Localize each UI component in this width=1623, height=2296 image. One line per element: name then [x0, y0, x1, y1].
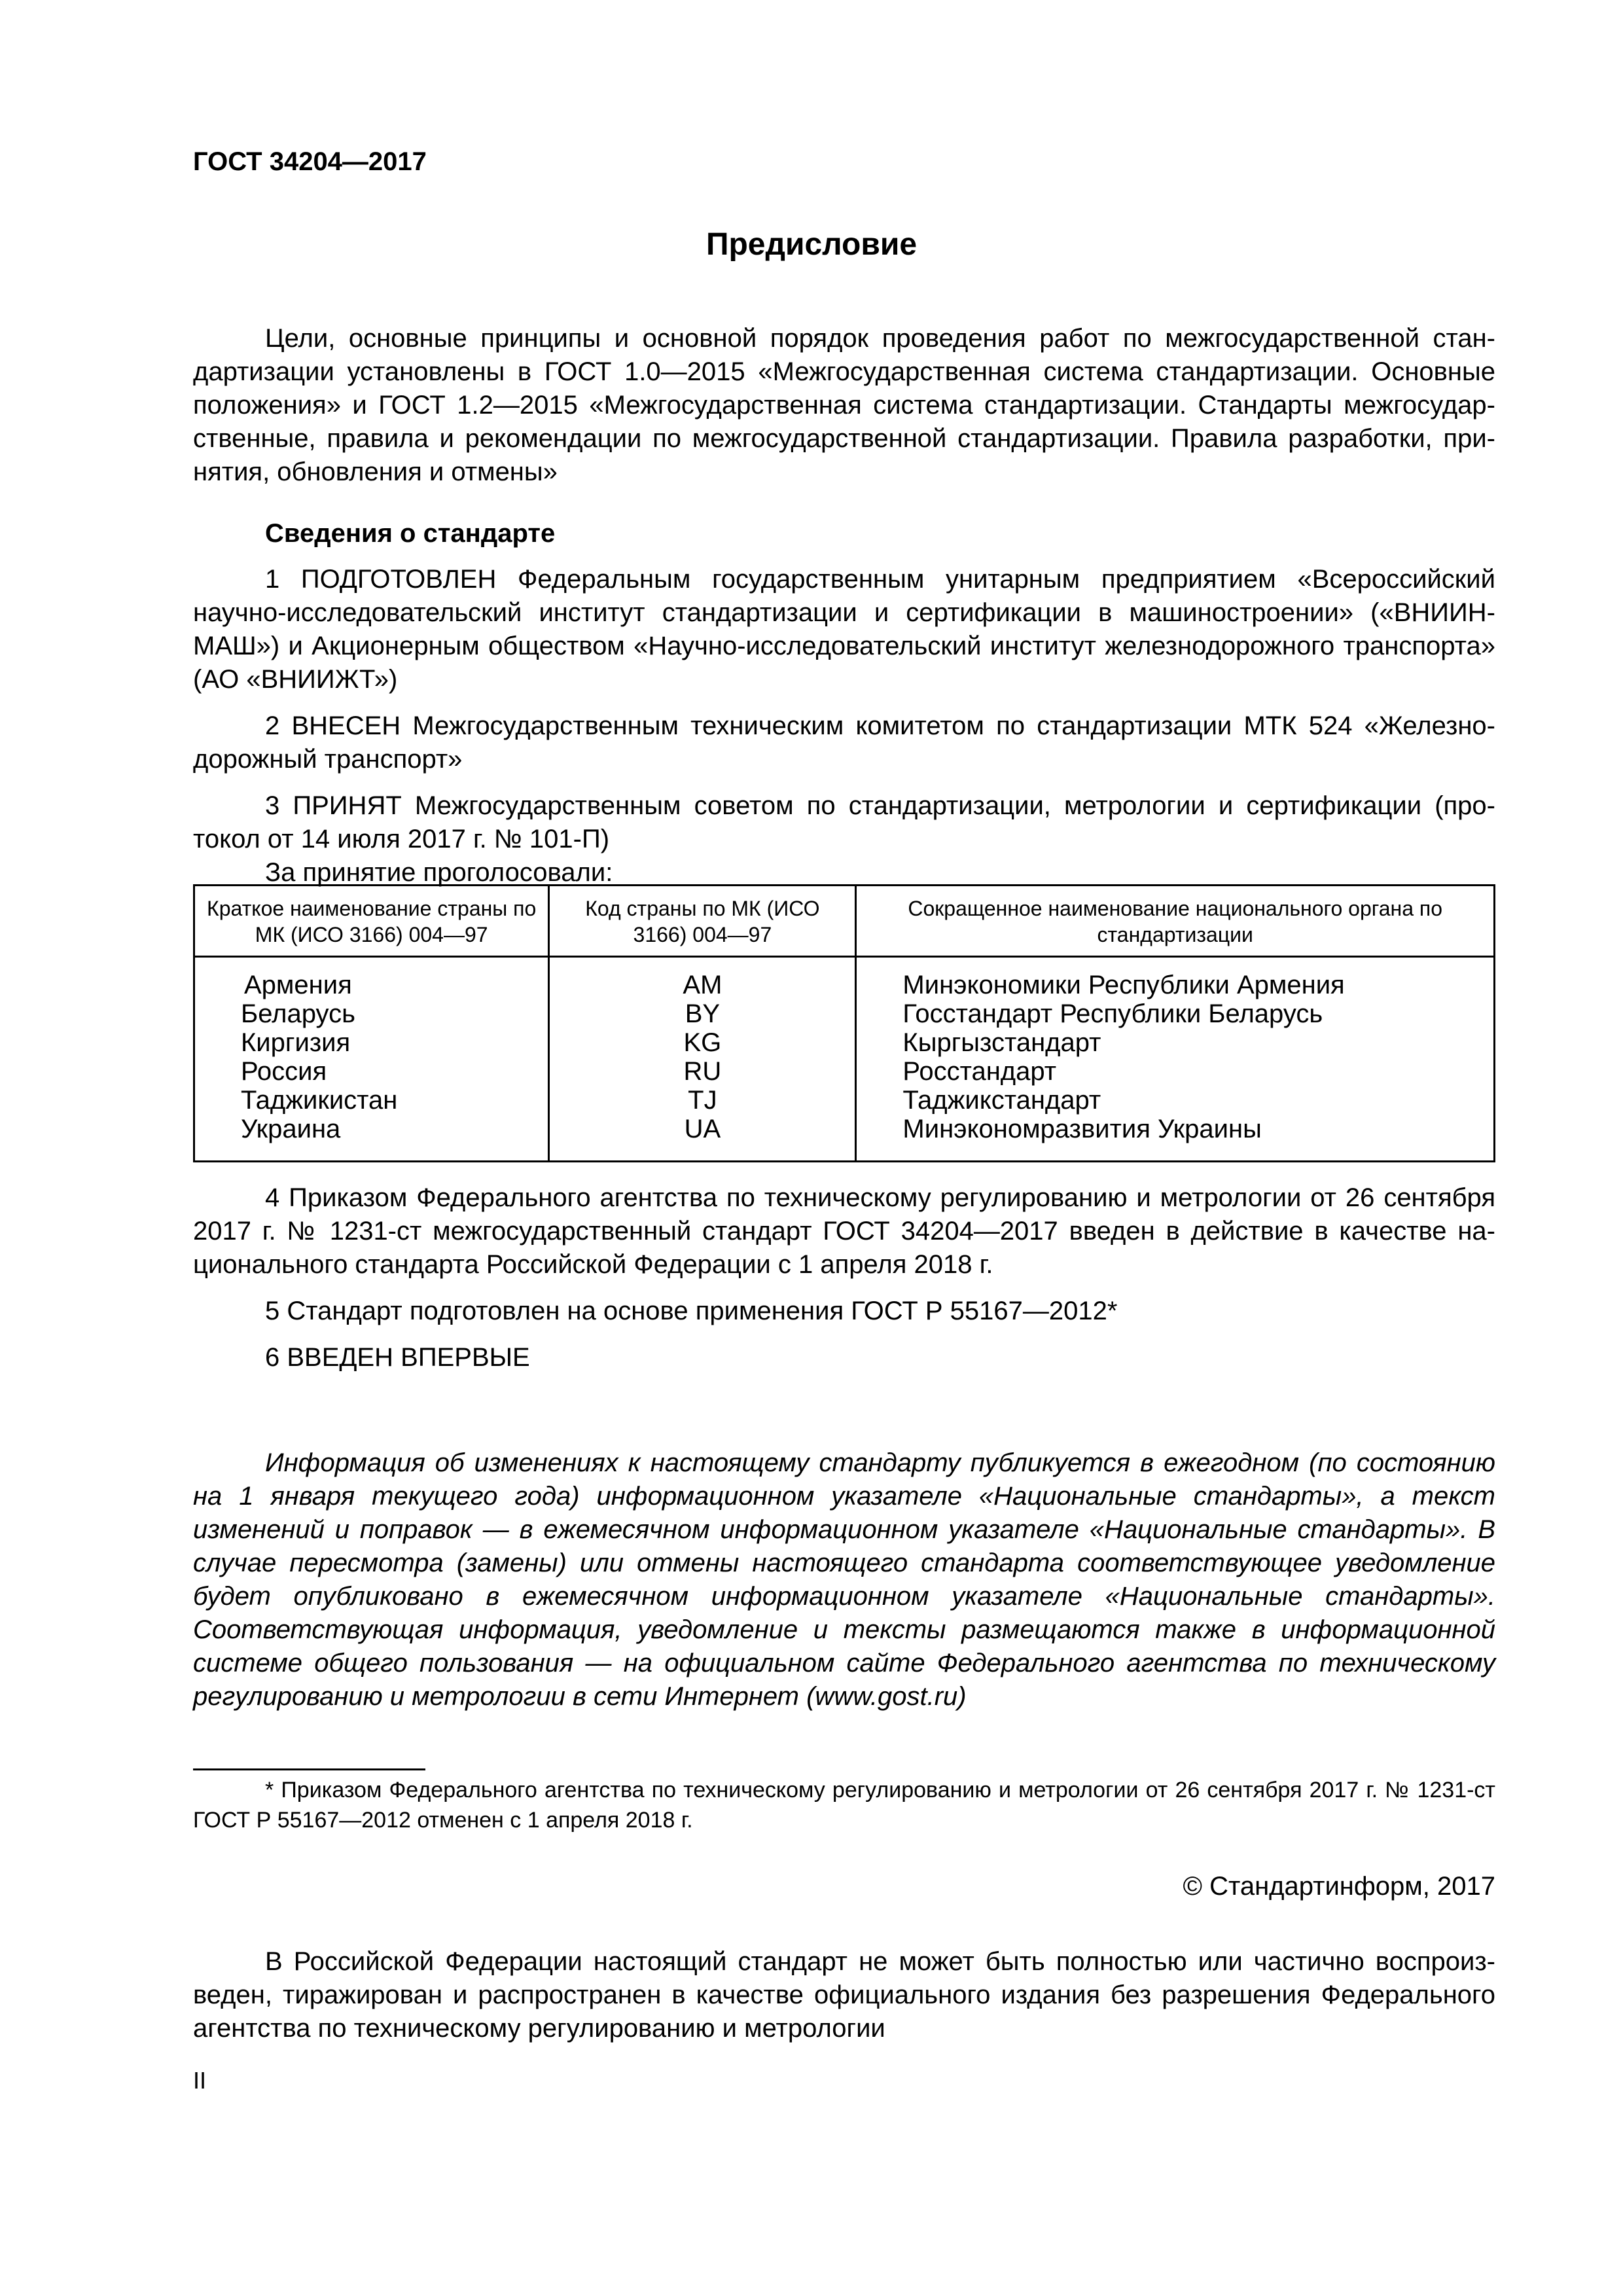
intro-paragraph: Цели, основные принципы и основной порядок проведения работ по межгосударственной стандартизации установлены в ГОСТ 1.0—2015 «Межгосударственная система стандартизации. Основные положения» и ГОСТ 1.2—2015 «Межгосударственная система стандартизации. Стандарты межгосударственные, правила и рекомендации по межгосударственной стандартизации. Правила разработки, принятия, обновления и отмены» — [193, 324, 1495, 486]
table-cell-country: Беларусь — [194, 999, 549, 1028]
page-title: Предисловие — [705, 227, 918, 262]
standard-info-continued — [193, 1181, 1495, 1388]
intro-section — [193, 322, 1495, 502]
table-cell-authority: Таджикстандарт — [856, 1086, 1495, 1115]
changes-info-paragraph: Информация об изменениях к настоящему стандарту публикуется в ежегодном (по состоянию на 1 января текущего года) информационном указателе «Национальные стандарты», а текст изменений и поправок — в ежемесячном информационном указателе «Национальные стандарты». В случае пересмотра (замены) или отмены настоящего стандарта соответствующее уведомление будет опубликовано в ежемесячном информационном указателе «Национальные стандарты». Соответствующая информация, уведомление и тексты размещаются также в информационной системе общего пользования — на официальном сайте Федерального агентства по техническому регулированию и метрологии в сети Интернет (www.gost.ru) — [193, 1448, 1495, 1711]
table-cell-country: Россия — [194, 1057, 549, 1086]
table-row — [194, 1028, 1495, 1057]
table-cell-authority: Росстандарт — [856, 1057, 1495, 1086]
vote-caption: За принятие проголосовали: — [265, 858, 613, 887]
rights-paragraph: В Российской Федерации настоящий стандарт не может быть полностью или частично воспроизведен, тиражирован и распространен в качестве официального издания без разрешения Федерального агентства по техническому регулированию и метрологии — [193, 1947, 1495, 2043]
table-cell-code: RU — [549, 1057, 856, 1086]
voting-table — [193, 884, 1495, 1162]
table-row — [194, 1115, 1495, 1162]
table-cell-authority: Минэкономики Республики Армения — [856, 957, 1495, 1000]
item-5-paragraph: 5 Стандарт подготовлен на основе применения ГОСТ Р 55167—2012* — [265, 1297, 1118, 1325]
item-4-paragraph: 4 Приказом Федерального агентства по техническому регулированию и метрологии от 26 сентября 2017 г. № 1231-ст межгосударственный стандарт ГОСТ 34204—2017 введен в действие в качестве национального стандарта Российской Федерации с 1 апреля 2018 г. — [193, 1183, 1495, 1279]
item-3-paragraph: 3 ПРИНЯТ Межгосударственным советом по стандартизации, метрологии и сертификации (протокол от 14 июля 2017 г. № 101-П) — [193, 791, 1495, 853]
footnote-text: * Приказом Федерального агентства по техническому регулированию и метрологии от 26 сентября 2017 г. № 1231-ст ГОСТ Р 55167—2012 отменен с 1 апреля 2018 г. — [193, 1778, 1495, 1833]
table-cell-country: Армения — [194, 957, 549, 1000]
table-cell-authority: Минэкономразвития Украины — [856, 1115, 1495, 1162]
item-2-paragraph: 2 ВНЕСЕН Межгосударственным техническим комитетом по стандартизации МТК 524 «Железнодорожный транспорт» — [193, 711, 1495, 774]
table-cell-code: AM — [549, 957, 856, 1000]
table-cell-authority: Кыргызстандарт — [856, 1028, 1495, 1057]
table-cell-code: TJ — [549, 1086, 856, 1115]
footnote-divider — [193, 1768, 425, 1770]
copyright-notice: © Стандартинформ, 2017 — [1183, 1872, 1495, 1901]
table-row — [194, 999, 1495, 1028]
footnote-section — [193, 1775, 1495, 1835]
table-header-country: Краткое наименование страны по МК (ИСО 3166) 004—97 — [194, 886, 549, 957]
item-6-paragraph: 6 ВВЕДЕН ВПЕРВЫЕ — [265, 1343, 530, 1372]
table-header-code: Код страны по МК (ИСО 3166) 004—97 — [549, 886, 856, 957]
table-cell-code: UA — [549, 1115, 856, 1162]
rights-section — [193, 1945, 1495, 2058]
item-1-paragraph: 1 ПОДГОТОВЛЕН Федеральным государственным унитарным предприятием «Всероссийский научно-исследовательский институт стандартизации и сертификации в машиностроении» («ВНИИНМАШ») и Акционерным обществом «Научно-исследовательский институт железнодорожного транспорта» (АО «ВНИИЖТ») — [193, 565, 1495, 694]
document-code: ГОСТ 34204—2017 — [193, 147, 427, 176]
table-row — [194, 1086, 1495, 1115]
table-cell-country: Таджикистан — [194, 1086, 549, 1115]
table-header-authority: Сокращенное наименование национального органа по стандартизации — [856, 886, 1495, 957]
table-row — [194, 957, 1495, 1000]
standard-info-section — [193, 563, 1495, 889]
table-cell-authority: Госстандарт Республики Беларусь — [856, 999, 1495, 1028]
table-row — [194, 1057, 1495, 1086]
table-header-row — [194, 886, 1495, 957]
section-heading: Сведения о стандарте — [265, 519, 556, 548]
table-cell-code: BY — [549, 999, 856, 1028]
table-cell-code: KG — [549, 1028, 856, 1057]
page-number: II — [193, 2067, 207, 2094]
table-cell-country: Украина — [194, 1115, 549, 1162]
changes-info-section — [193, 1446, 1495, 1713]
table-cell-country: Киргизия — [194, 1028, 549, 1057]
